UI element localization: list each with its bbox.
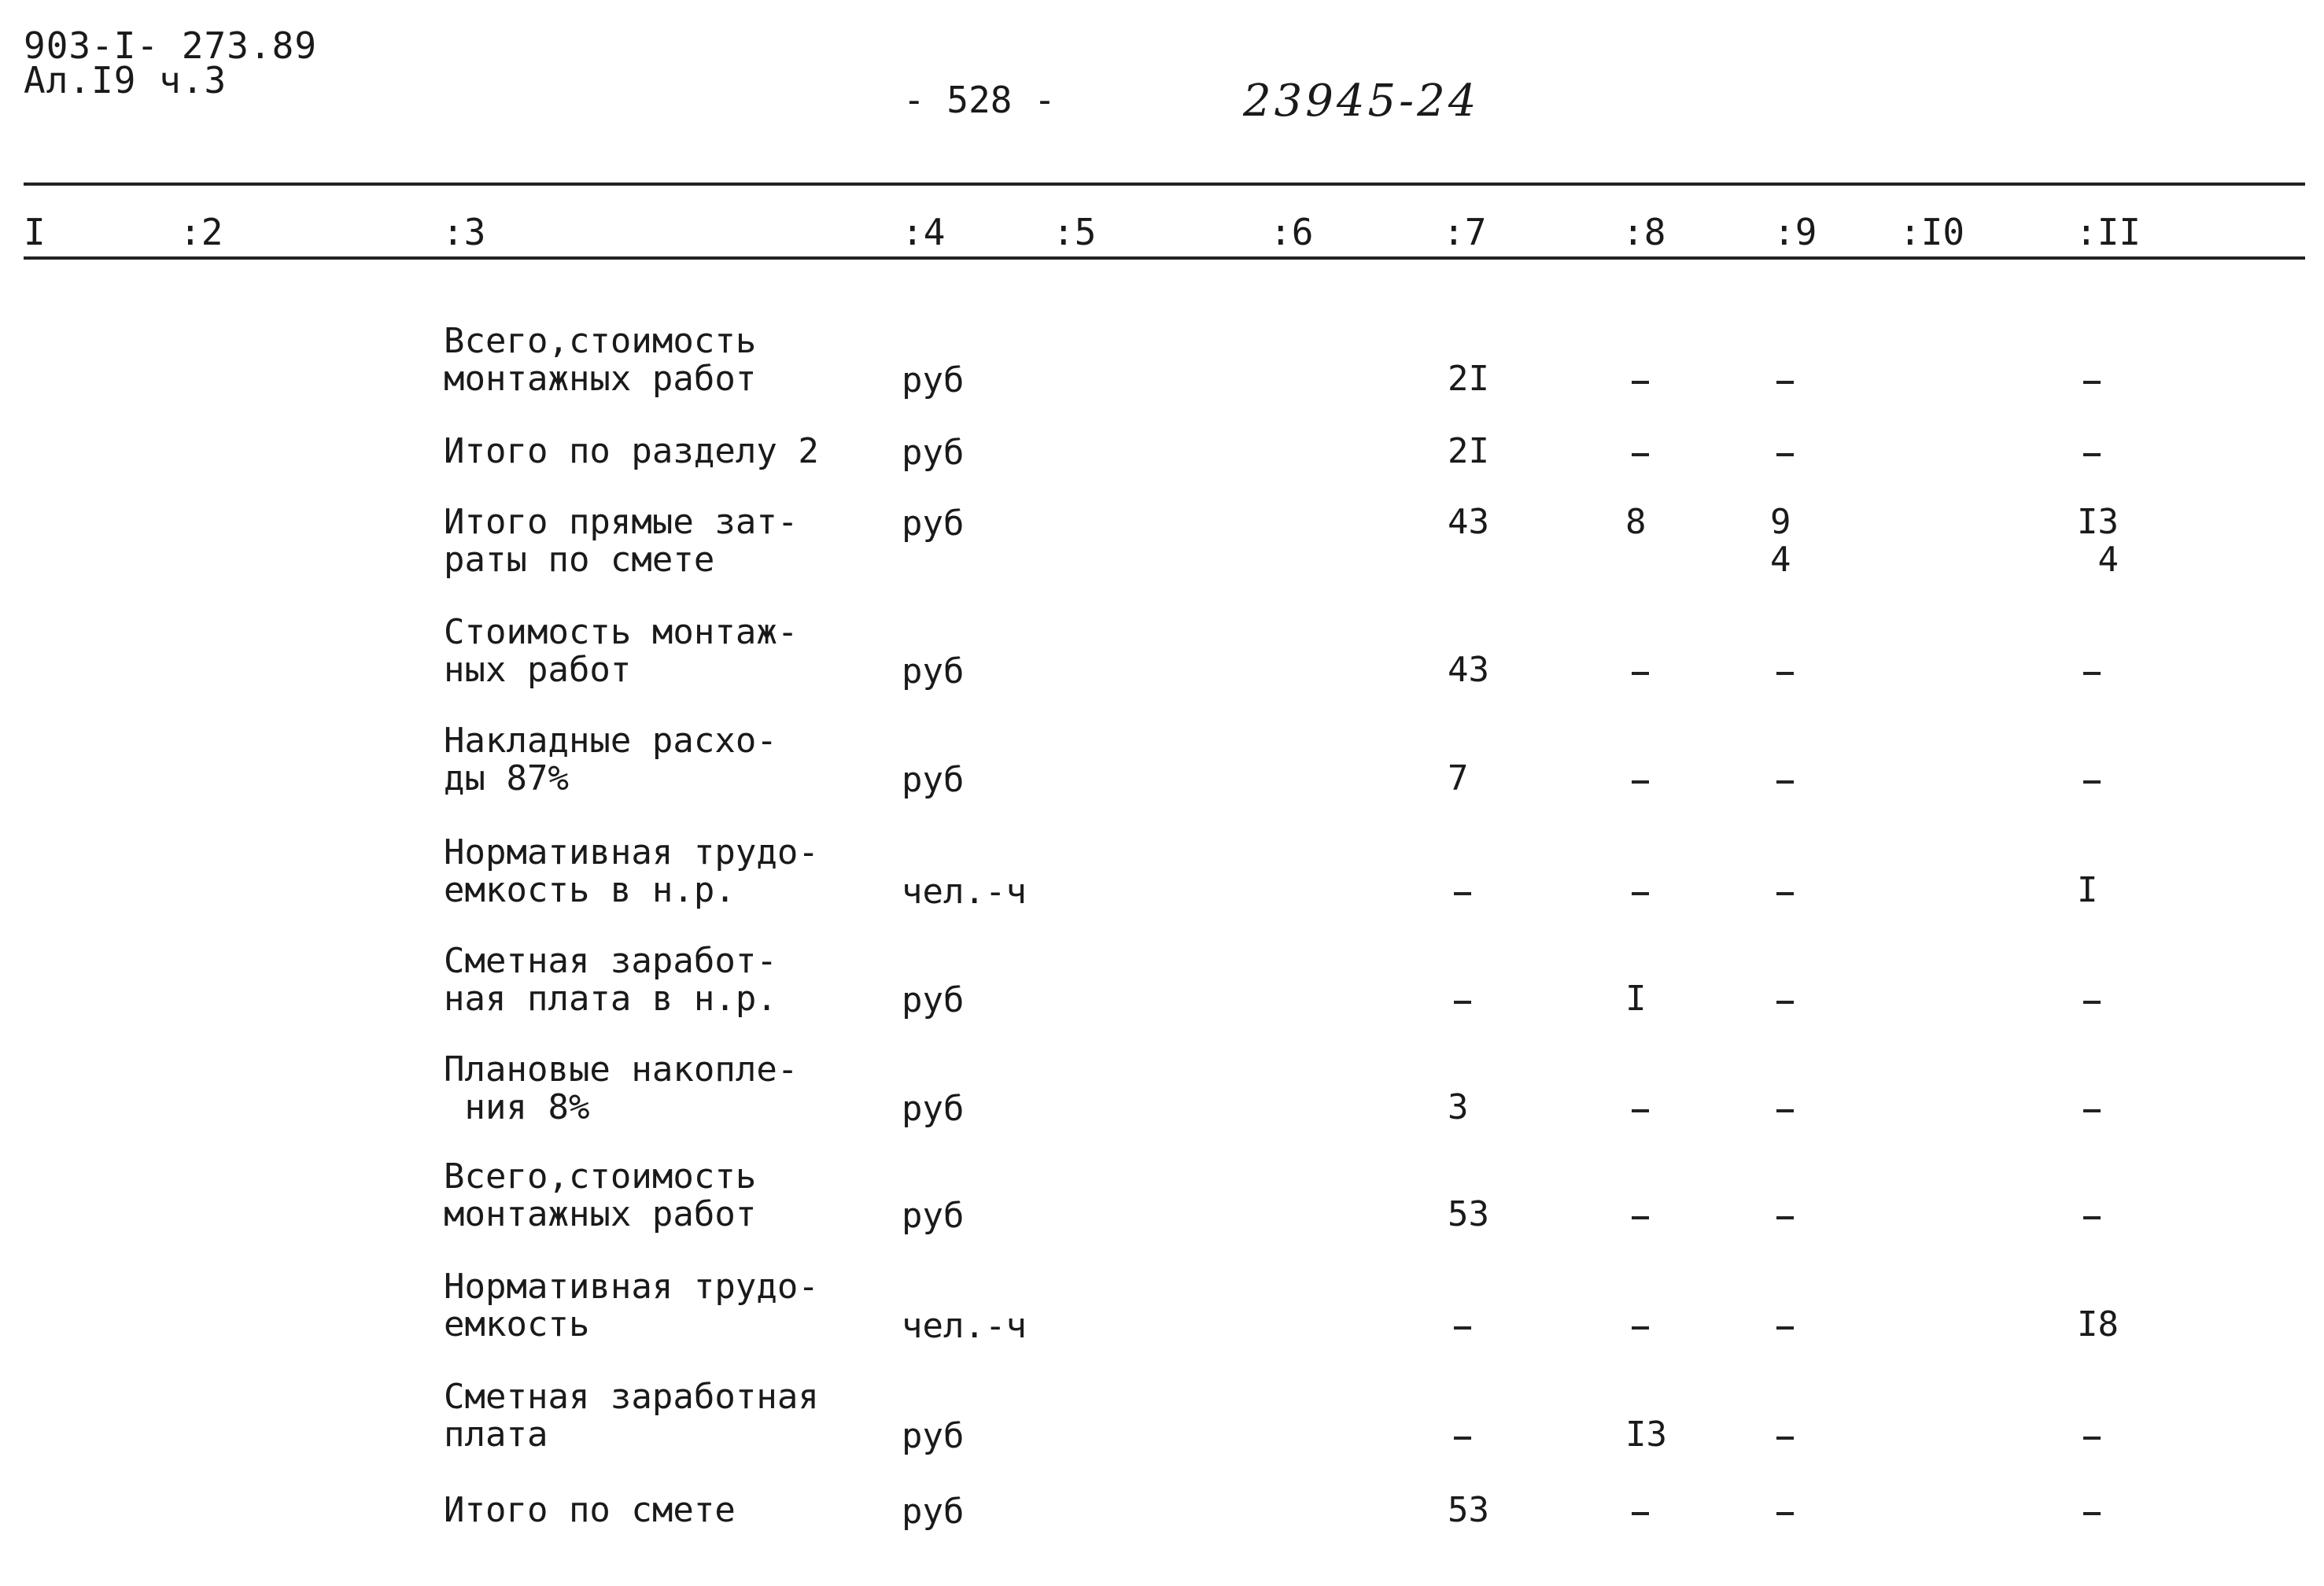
page-number: - 528 - <box>903 79 1056 121</box>
cell-value-c11: I3 4 <box>2077 502 2119 580</box>
cell-dash-c9 <box>1776 381 1794 384</box>
row-description: Итого по разделу 2 <box>444 431 819 471</box>
table-row <box>0 834 2324 928</box>
table-row <box>0 1492 2324 1586</box>
cell-dash-c8 <box>1632 1512 1649 1515</box>
cell-dash-c11 <box>2083 780 2101 784</box>
col-header-6: :6 <box>1270 211 1314 253</box>
cell-dash-c7 <box>1454 1437 1471 1440</box>
cell-dash-c11 <box>2083 1109 2101 1112</box>
row-description: Нормативная трудо- емкость в н.р. <box>444 832 819 910</box>
cell-value-c11: I8 <box>2077 1304 2119 1344</box>
table-row <box>0 1378 2324 1473</box>
cell-dash-c8 <box>1632 381 1649 384</box>
cell-value-c9: 9 4 <box>1770 502 1791 580</box>
row-description: Стоимость монтаж- ных работ <box>444 612 799 690</box>
document-code: 903-I- 273.89 Ал.I9 ч.3 <box>24 24 318 101</box>
col-header-11: :II <box>2075 211 2141 253</box>
row-description: Всего,стоимость монтажных работ <box>444 1156 757 1234</box>
col-header-5: :5 <box>1053 211 1097 253</box>
cell-dash-c11 <box>2083 672 2101 675</box>
cell-value-c11: I <box>2077 870 2098 910</box>
cell-value-c7: 43 <box>1448 502 1489 542</box>
cell-value-c8: I3 <box>1625 1414 1667 1455</box>
cell-value-c8: I <box>1625 979 1647 1019</box>
col-header-9: :9 <box>1773 211 1817 253</box>
cell-dash-c9 <box>1776 892 1794 895</box>
row-unit: руб <box>902 503 965 544</box>
col-header-4: :4 <box>902 211 946 253</box>
row-unit: руб <box>902 360 965 400</box>
cell-dash-c7 <box>1454 892 1471 895</box>
cell-dash-c8 <box>1632 780 1649 784</box>
cell-dash-c9 <box>1776 672 1794 675</box>
row-description: Нормативная трудо- емкость <box>444 1267 819 1344</box>
table-row <box>0 323 2324 417</box>
cell-dash-c11 <box>2083 1216 2101 1219</box>
table-row <box>0 1051 2324 1145</box>
cell-value-c7: 53 <box>1448 1490 1489 1530</box>
cell-dash-c8 <box>1632 1216 1649 1219</box>
table-row <box>0 503 2324 598</box>
cell-dash-c9 <box>1776 1001 1794 1004</box>
table-row <box>0 1268 2324 1363</box>
cell-dash-c9 <box>1776 1512 1794 1515</box>
row-description: Всего,стоимость монтажных работ <box>444 321 757 399</box>
table-row <box>0 722 2324 817</box>
cell-dash-c11 <box>2083 1001 2101 1004</box>
row-unit: руб <box>902 1196 965 1236</box>
handwritten-sheet-number: 23945-24 <box>1243 76 1480 127</box>
row-unit: чел.-ч <box>902 1306 1027 1346</box>
col-header-3: :3 <box>442 211 486 253</box>
cell-dash-c9 <box>1776 1326 1794 1330</box>
cell-dash-c8 <box>1632 453 1649 456</box>
row-description: Сметная заработ- ная плата в н.р. <box>444 941 777 1019</box>
row-unit: руб <box>902 760 965 800</box>
cell-dash-c11 <box>2083 453 2101 456</box>
cell-dash-c7 <box>1454 1001 1471 1004</box>
row-unit: чел.-ч <box>902 872 1027 912</box>
row-description: Накладные расхо- ды 87% <box>444 721 777 799</box>
row-unit: руб <box>902 980 965 1020</box>
cell-dash-c11 <box>2083 1437 2101 1440</box>
cell-dash-c9 <box>1776 1109 1794 1112</box>
col-header-1: I <box>24 211 46 253</box>
cell-dash-c8 <box>1632 672 1649 675</box>
row-description: Плановые накопле- ния 8% <box>444 1049 799 1127</box>
cell-dash-c11 <box>2083 381 2101 384</box>
cell-value-c7: 53 <box>1448 1194 1489 1234</box>
row-unit: руб <box>902 1416 965 1456</box>
table-row <box>0 614 2324 708</box>
cell-dash-c8 <box>1632 1109 1649 1112</box>
cell-dash-c7 <box>1454 1326 1471 1330</box>
cell-value-c7: 43 <box>1448 650 1489 690</box>
row-unit: руб <box>902 433 965 473</box>
col-header-8: :8 <box>1622 211 1666 253</box>
table-row <box>0 1158 2324 1252</box>
row-unit: руб <box>902 651 965 692</box>
cell-value-c7: 3 <box>1448 1087 1469 1127</box>
col-header-10: :I0 <box>1899 211 1965 253</box>
cell-value-c8: 8 <box>1625 502 1647 542</box>
cell-value-c7: 7 <box>1448 758 1469 799</box>
cell-value-c7: 2I <box>1448 431 1489 471</box>
cell-dash-c11 <box>2083 1512 2101 1515</box>
row-description: Итого по смете <box>444 1490 736 1530</box>
cell-dash-c9 <box>1776 1437 1794 1440</box>
header-rule-top <box>24 183 2305 186</box>
col-header-2: :2 <box>179 211 223 253</box>
row-description: Итого прямые зат- раты по смете <box>444 502 799 580</box>
cell-dash-c9 <box>1776 780 1794 784</box>
cell-dash-c9 <box>1776 1216 1794 1219</box>
row-unit: руб <box>902 1492 965 1532</box>
cell-value-c7: 2I <box>1448 359 1489 399</box>
row-unit: руб <box>902 1089 965 1129</box>
header-rule-bottom <box>24 256 2305 260</box>
table-row <box>0 942 2324 1037</box>
row-description: Сметная заработная плата <box>444 1377 819 1455</box>
cell-dash-c9 <box>1776 453 1794 456</box>
col-header-7: :7 <box>1443 211 1487 253</box>
cell-dash-c8 <box>1632 1326 1649 1330</box>
cell-dash-c8 <box>1632 892 1649 895</box>
